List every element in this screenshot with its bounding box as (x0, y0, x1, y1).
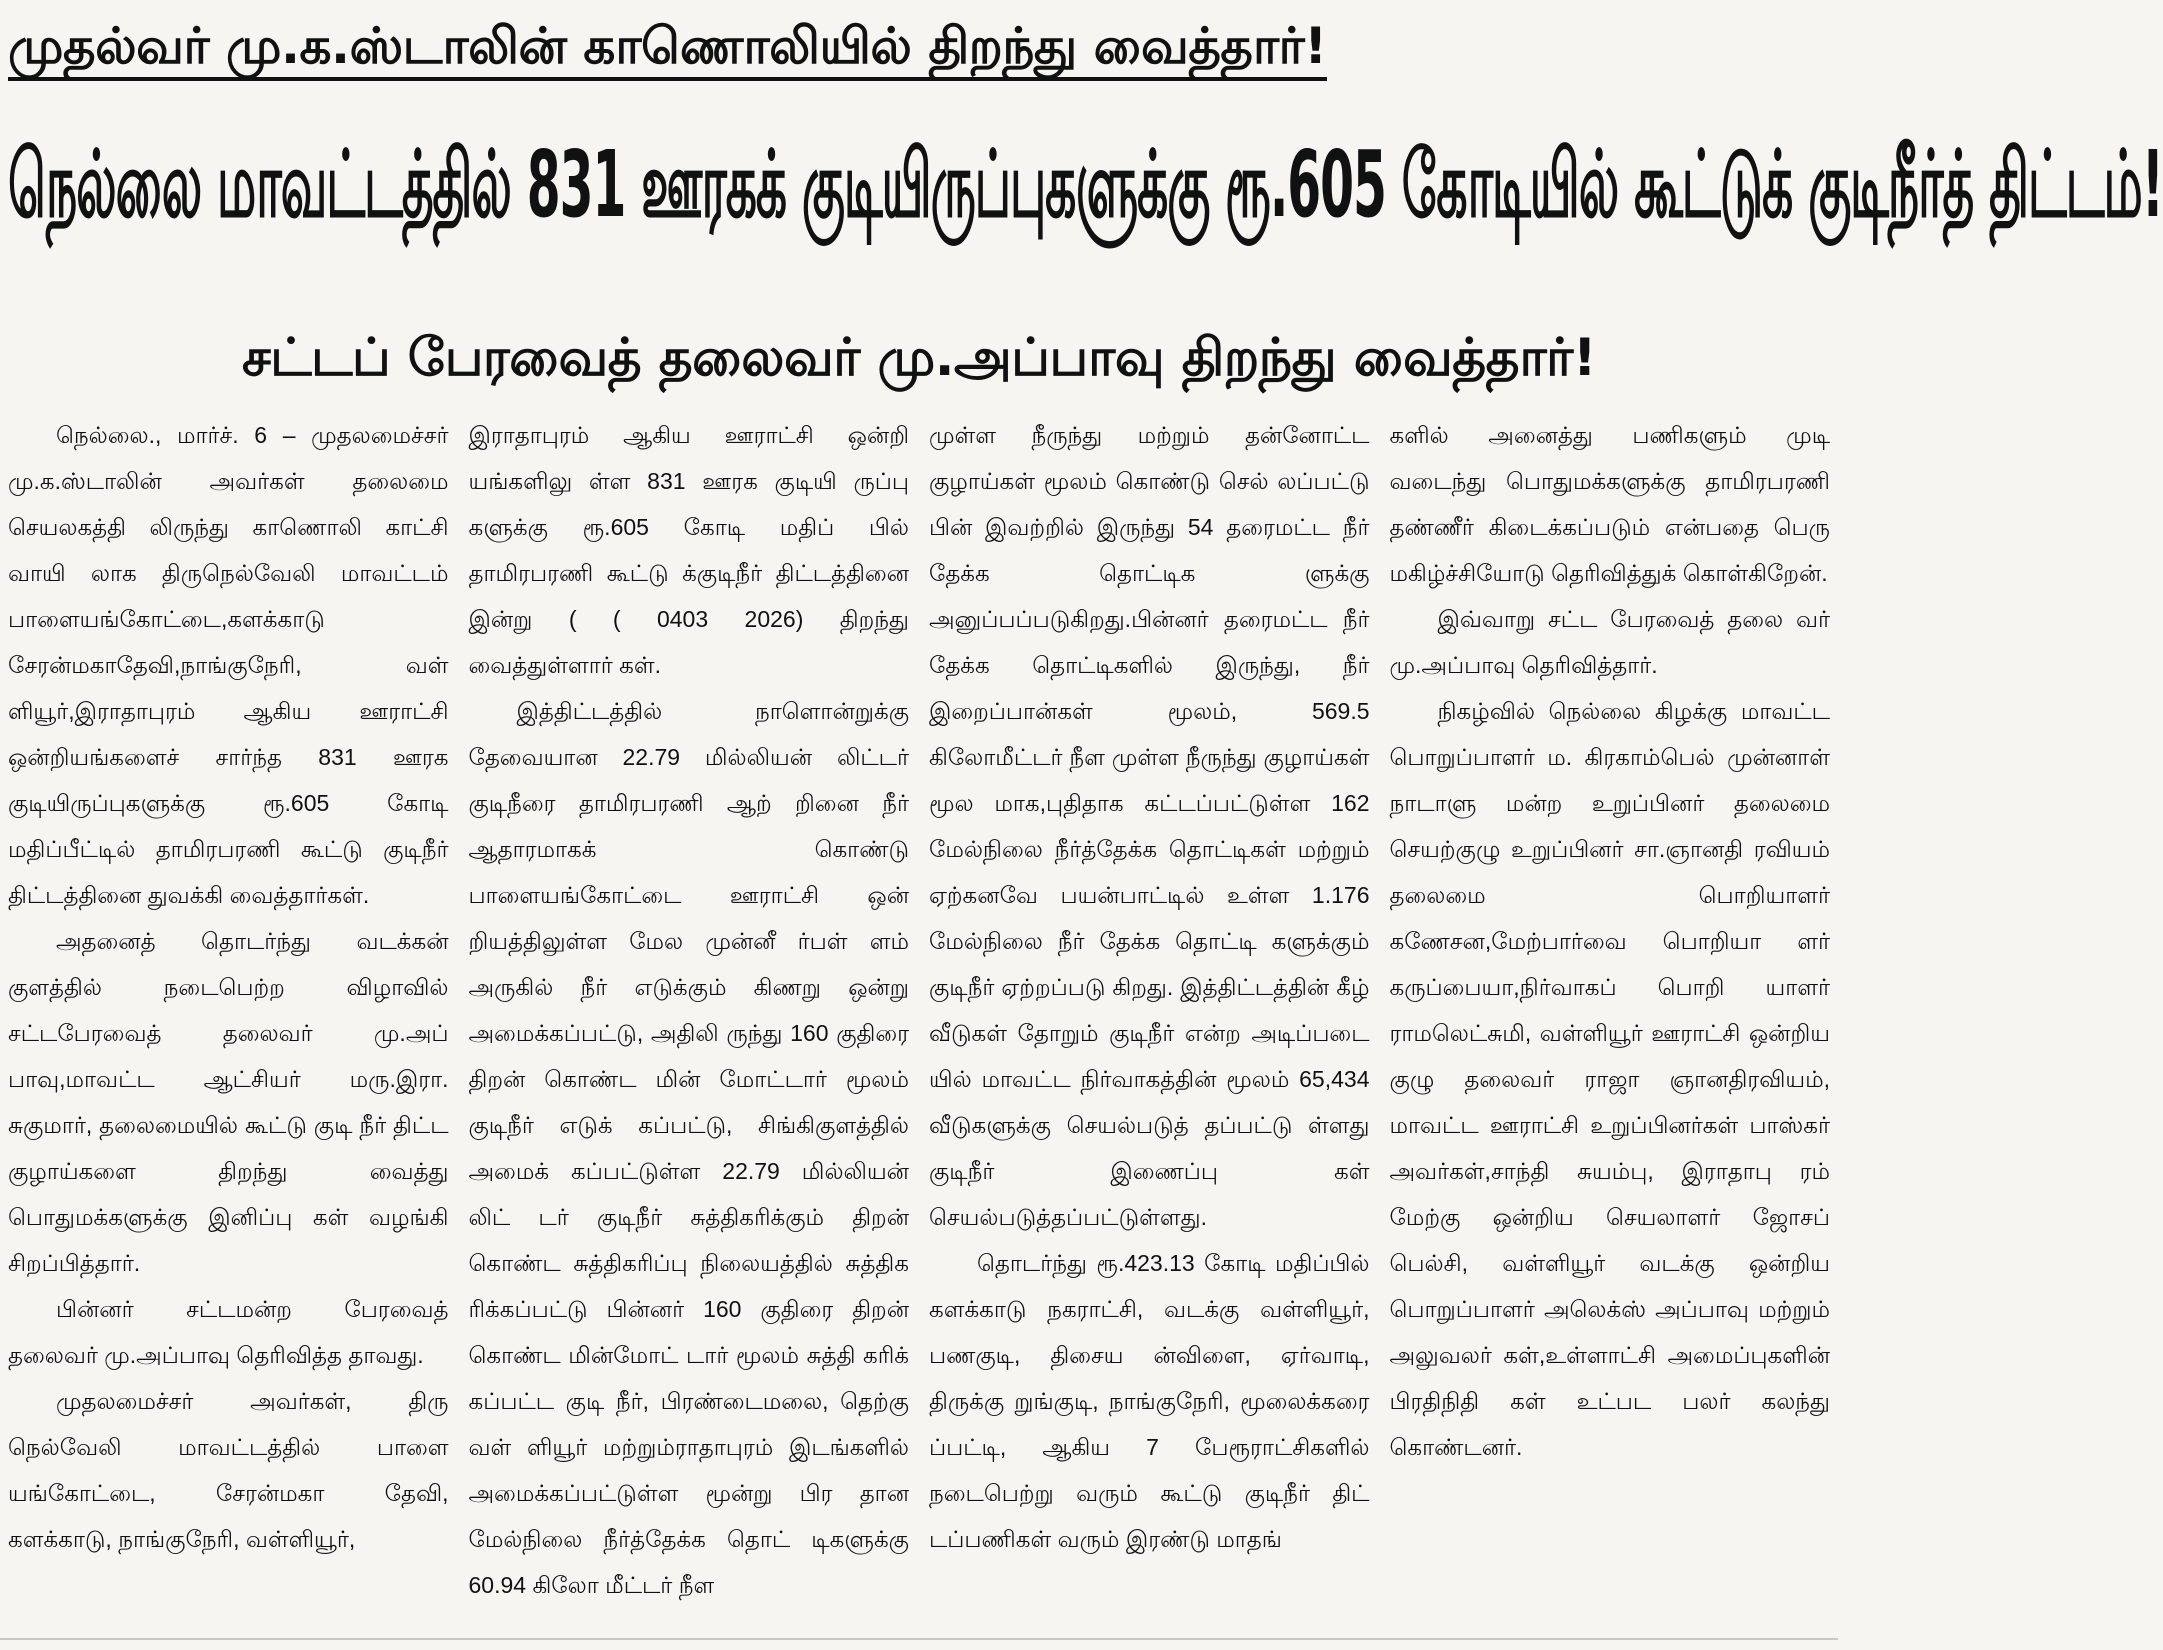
main-headline: நெல்லை மாவட்டத்தில் 831 ஊரகக் குடியிருப்புகளுக்கு ரூ.605 கோடியில் கூட்டுக் குடிநீர்த் திட்டம்! (8, 131, 2163, 238)
paragraph: தொடர்ந்து ரூ.423.13 கோடி மதிப்பில் களக்காடு நகராட்சி, வடக்கு வள்ளியூர், பணகுடி, திசைய ன்விளை, ஏர்வாடி, திருக்கு றுங்குடி, நாங்குநேரி, மூலைக்கரை ப்பட்டி, ஆகிய 7 பேரூராட்சிகளில் நடைபெற்று வரும் கூட்டு குடிநீர் திட் டப்பணிகள் வரும் இரண்டு மாதங் (929, 1250, 1370, 1552)
article-column-4 (1390, 412, 1831, 1632)
article-column-3 (929, 412, 1370, 1632)
bottom-divider (0, 1638, 1838, 1640)
article-column-1 (8, 412, 449, 1632)
paragraph: இராதாபுரம் ஆகிய ஊராட்சி ஒன்றி யங்களிலு ள்ள 831 ஊரக குடியி ருப்பு களுக்கு ரூ.605 கோடி மதிப் பில் தாமிரபரணி கூட்டு க்குடிநீர் திட்டத்தினை இன்று ( ( 0403 2026) திறந்து வைத்துள்ளார் கள். (468, 422, 909, 678)
paragraph: முதலமைச்சர் அவர்கள், திரு நெல்வேலி மாவட்டத்தில் பாளை யங்கோட்டை, சேரன்மகா தேவி, களக்காடு, நாங்குநேரி, வள்ளியூர், (8, 1388, 449, 1552)
paragraph: அதனைத் தொடர்ந்து வடக்கன் குளத்தில் நடைபெற்ற விழாவில் சட்டபேரவைத் தலைவர் மு.அப் பாவு,மாவட்ட ஆட்சியர் மரு.இரா. சுகுமார், தலைமையில் கூட்டு குடி நீர் திட்ட குழாய்களை திறந்து வைத்து பொதுமக்களுக்கு இனிப்பு கள் வழங்கி சிறப்பித்தார். (8, 928, 449, 1276)
article-body (8, 412, 1830, 1632)
sub-headline: சட்டப் பேரவைத் தலைவர் மு.அப்பாவு திறந்து வைத்தார்! (241, 328, 1597, 388)
paragraph: களில் அனைத்து பணிகளும் முடி வடைந்து பொதுமக்களுக்கு தாமிரபரணி தண்ணீர் கிடைக்கப்படும் என்பதை பெரு மகிழ்ச்சியோடு தெரிவித்துக் கொள்கிறேன். (1389, 422, 1830, 586)
paragraph: பின்னர் சட்டமன்ற பேரவைத் தலைவர் மு.அப்பாவு தெரிவித்த தாவது. (8, 1296, 449, 1368)
paragraph: முள்ள நீருந்து மற்றும் தன்னோட்ட குழாய்கள் மூலம் கொண்டு செல் லப்பட்டு பின் இவற்றில் இருந்து 54 தரைமட்ட நீர் தேக்க தொட்டிக ளுக்கு அனுப்பப்படுகிறது.பின்னர் தரைமட்ட நீர் தேக்க தொட்டிகளில் இருந்து, நீர் இறைப்பான்கள் மூலம், 569.5 கிலோமீட்டர் நீள முள்ள நீருந்து குழாய்கள் மூல மாக,புதிதாக கட்டப்பட்டுள்ள 162 மேல்நிலை நீர்த்தேக்க தொட்டிகள் மற்றும் ஏற்கனவே பயன்பாட்டில் உள்ள 1.176 மேல்நிலை நீர் தேக்க தொட்டி களுக்கும் குடிநீர் ஏற்றப்படு கிறது. இத்திட்டத்தின் கீழ் வீடுகள் தோறும் குடிநீர் என்ற அடிப்படை யில் மாவட்ட நிர்வாகத்தின் மூலம் 65,434 வீடுகளுக்கு செயல்படுத் தப்பட்டு ள்ளது குடிநீர் இணைப்பு கள் செயல்படுத்தப்பட்டுள்ளது. (929, 422, 1370, 1230)
paragraph: இத்திட்டத்தில் நாளொன்றுக்கு தேவையான 22.79 மில்லியன் லிட்டர் குடிநீரை தாமிரபரணி ஆற் றினை நீர் ஆதாரமாகக் கொண்டு பாளையங்கோட்டை ஊராட்சி ஒன் றியத்திலுள்ள மேல முன்னீ ர்பள் ளம் அருகில் நீர் எடுக்கும் கிணறு ஒன்று அமைக்கப்பட்டு, அதிலி ருந்து 160 குதிரை திறன் கொண்ட மின் மோட்டார் மூலம் குடிநீர் எடுக் கப்பட்டு, சிங்கிகுளத்தில் அமைக் கப்பட்டுள்ள 22.79 மில்லியன் லிட் டர் குடிநீர் சுத்திகரிக்கும் திறன் கொண்ட சுத்திகரிப்பு நிலையத்தில் சுத்திக ரிக்கப்பட்டு பின்னர் 160 குதிரை திறன் கொண்ட மின்மோட் டார் மூலம் சுத்தி கரிக் கப்பட்ட குடி நீர், பிரண்டைமலை, தெற்கு வள் ளியூர் மற்றும்ராதாபுரம் இடங்களில் அமைக்கப்பட்டுள்ள மூன்று பிர தான மேல்நிலை நீர்த்தேக்க தொட் டிகளுக்கு 60.94 கிலோ மீட்டர் நீள (468, 698, 909, 1598)
paragraph: இவ்வாறு சட்ட பேரவைத் தலை வர் மு.அப்பாவு தெரிவித்தார். (1389, 606, 1830, 678)
paragraph: நிகழ்வில் நெல்லை கிழக்கு மாவட்ட பொறுப்பாளர் ம. கிரகாம்பெல் முன்னாள் நாடாளு மன்ற உறுப்பினர் தலைமை செயற்குழு உறுப்பினர் சா.ஞானதி ரவியம் தலைமை பொறியாளர் கணேசன,மேற்பார்வை பொறியா ளர் கருப்பையா,நிர்வாகப் பொறி யாளர் ராமலெட்சுமி, வள்ளியூர் ஊராட்சி ஒன்றிய குழு தலைவர் ராஜா ஞானதிரவியம், மாவட்ட ஊராட்சி உறுப்பினர்கள் பாஸ்கர் அவர்கள்,சாந்தி சுயம்பு, இராதாபு ரம் மேற்கு ஒன்றிய செயலாளர் ஜோசப் பெல்சி, வள்ளியூர் வடக்கு ஒன்றிய பொறுப்பாளர் அலெக்ஸ் அப்பாவு மற்றும் அலுவலர் கள்,உள்ளாட்சி அமைப்புகளின் பிரதிநிதி கள் உட்பட பலர் கலந்து கொண்டனர். (1389, 698, 1830, 1460)
kicker-headline (8, 4, 1608, 88)
paragraph: நெல்லை., மார்ச். 6 – முதலமைச்சர் மு.க.ஸ்டாலின் அவர்கள் தலைமை செயலகத்தி லிருந்து காணொலி காட்சி வாயி லாக திருநெல்வேலி மாவட்டம் பாளையங்கோட்டை,களக்காடு சேரன்மகாதேவி,நாங்குநேரி, வள் ளியூர்,இராதாபுரம் ஆகிய ஊராட்சி ஒன்றியங்களைச் சார்ந்த 831 ஊரக குடியிருப்புகளுக்கு ரூ.605 கோடி மதிப்பீட்டில் தாமிரபரணி கூட்டு குடிநீர் திட்டத்தினை துவக்கி வைத்தார்கள். (8, 422, 449, 908)
kicker-text: முதல்வர் மு.க.ஸ்டாலின் காணொலியில் திறந்து வைத்தார்! (8, 17, 1327, 81)
article-column-2 (469, 412, 910, 1632)
